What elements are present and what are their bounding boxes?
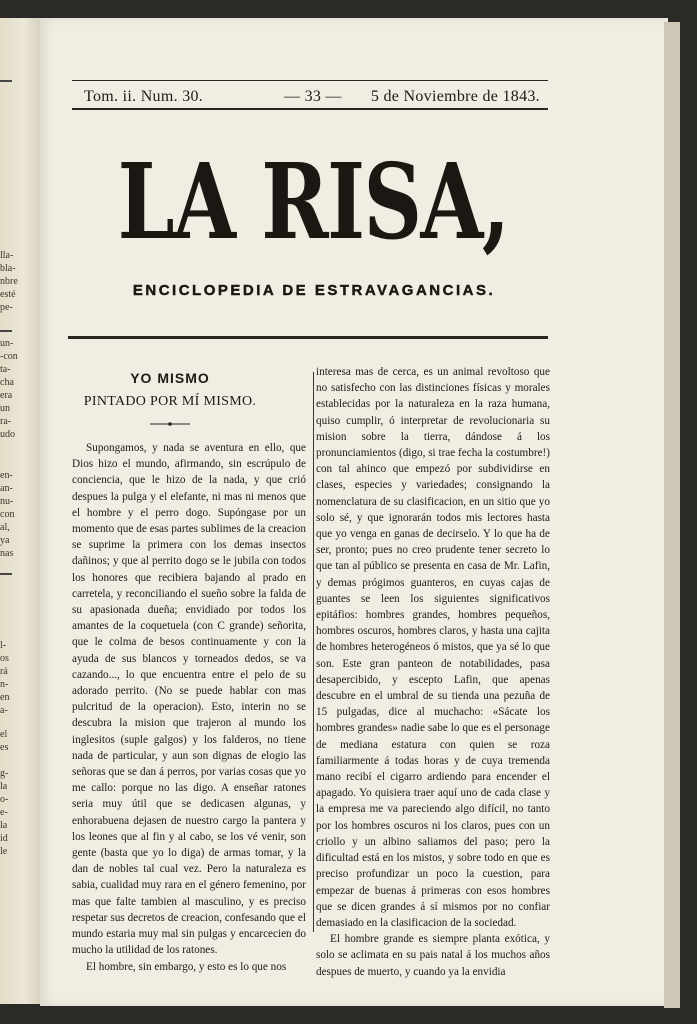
left-page-text-fragment: un xyxy=(0,403,10,414)
left-page-text-fragment: pe- xyxy=(0,302,13,313)
left-page-text-fragment: l- xyxy=(0,640,7,651)
page-header xyxy=(84,88,540,108)
masthead-title: LA RISA, xyxy=(117,140,509,263)
left-page-text-fragment: al, xyxy=(0,522,10,533)
left-page-text-fragment: ya xyxy=(0,535,10,546)
header-top-rule xyxy=(72,80,548,81)
column-divider xyxy=(313,372,314,932)
paragraph: El hombre, sin embargo, y esto es lo que nos xyxy=(86,960,287,973)
left-page-text-fragment: era xyxy=(0,390,13,401)
left-page-text-fragment: os xyxy=(0,653,9,664)
left-page-text-fragment: n- xyxy=(0,679,9,690)
left-page-text-fragment: con xyxy=(0,509,15,520)
left-page-text-fragment: un- xyxy=(0,338,14,349)
left-page-text-fragment: cha xyxy=(0,377,14,388)
left-page-text-fragment: lla- xyxy=(0,250,14,261)
volume-number: Tom. ii. Num. 30. xyxy=(84,88,204,105)
left-page-text-fragment: le xyxy=(0,846,8,857)
left-page-text-fragment: ta- xyxy=(0,364,11,375)
page-number: — 33 — xyxy=(284,88,342,105)
left-page-text-fragment: id xyxy=(0,833,8,844)
issue-date: 5 de Noviembre de 1843. xyxy=(370,88,540,105)
previous-page-edge xyxy=(0,18,40,1004)
left-page-text-fragment: g- xyxy=(0,768,9,779)
article-column-right xyxy=(316,364,550,980)
left-page-text-fragment: el xyxy=(0,729,8,740)
left-page-text-fragment: -con xyxy=(0,351,18,362)
article-title: YO MISMO xyxy=(130,370,210,386)
header-bottom-rule xyxy=(72,108,548,110)
left-page-text-fragment: an- xyxy=(0,483,13,494)
left-page-text-fragment: o- xyxy=(0,794,9,805)
left-page-text-fragment: la xyxy=(0,820,8,831)
left-page-text-fragment: esté xyxy=(0,289,16,300)
left-page-text-fragment: nu- xyxy=(0,496,14,507)
left-page-text-fragment: bla- xyxy=(0,263,16,274)
left-page-text-fragment: en- xyxy=(0,470,13,481)
paragraph: Supongamos, y nada se aventura en ello, que Dios hizo el mundo, afirmando, sin escrúpulo de conciencia, que le hizo de la nada, y que crió despues la pulga y el elefante, ni mas ni menos que el hombre y el perro dogo. Supóngase por un momento que de esas partes sublimes de la creacion se suprime la primera con los demas insectos dañinos; y que al perrito dogo se le jubila con todos los honores que recibiera bajando al prado en carretela, y reconciliando el sueño sobre la falda de su apasionada dueña; envidiado por todos los amantes de la coquetuela (con C grande) señorita, que le colma de besos continuamente y con la ayuda de sus blancos y torneados dedos, se va cazando..., lo que encuentra entre el pelo de su adorado perrito. (No se puede hablar con mas pulcritud de la operacion). Esto, interin no se descubra la mision que trajeron al mundo los inglesitos (suple galgos) y los falderos, no tiene nada de particular, y aun son dignas de elogio las señoras que se dan á perros, por varias cosas que yo me callo: porque no las digo. A enseñar ratones seria muy útil que se dedicasen algunas, y enhorabuena dejasen de nuestro cargo la pantera y los leones que al fin y al cabo, se los vé venir, son gente (basta que yo lo diga) de armas tomar, y la dan de nobles tal cual vez. Pero la naturaleza es sabia, cualidad muy rara en el género femenino, por mas que falte tambien al masculino, y es preciso respetar sus decretos de creacion, confesando que el mundo estaria muy mal sin pulgas y encarcecien do mucho la utilidad de los ratones. xyxy=(72,442,306,957)
left-page-rule xyxy=(0,330,12,332)
left-page-text-fragment: la xyxy=(0,781,8,792)
left-page-text-fragment: a- xyxy=(0,705,8,716)
left-page-text-fragment: nas xyxy=(0,548,14,559)
article-column-left xyxy=(72,440,306,975)
paragraph: El hombre grande es siempre planta exótica, y solo se aclimata en su pais natal á los muchos años despues de muerto, y cuando ya la envidia xyxy=(316,933,550,978)
left-page-text-fragment: ra- xyxy=(0,416,12,427)
left-page-text-fragment: rá xyxy=(0,666,8,677)
divider-ornament xyxy=(150,422,190,426)
left-page-rule xyxy=(0,80,12,82)
left-page-text-fragment: nbre xyxy=(0,276,18,287)
paragraph: interesa mas de cerca, es un animal revoltoso que no satisfecho con las distinciones físicas y morales establecidas por la naturaleza en la raza humana, quiso cumplir, ó interpretar de revolucionaria su mision sobre la tierra, dándose á los pronunciamientos (digo, si trae fecha la costumbre!) con tal ahinco que empezó por subdividirse en clases, especies y variedades; consignando la nomenclatura de su clasificacion, en un sitio que yo solo sé, y que ignorarán todos mis lectores hasta que yo venga en ganas de decirselo. Y lo que ha de ser, pronto; pues no creo prudente tener secreto lo que tan al público se presenta en casa de Mr. Lafin, y demas prógimos guanteros, en cuyas cajas de guantes se leen los siguientes significativos epitáfios: hombres grandes, hombres pequeños, hombres oscuros, hombres claros, y hasta una cajita de hombres heterogéneos ó mistos, que ya sé lo que son. Este gran panteon de notabilidades, pasa desapercibido, y escepto Lafin, que apenas descubre en el umbral de su tienda una pezuña de 15 pulgadas, dice al muchacho: «Sácate los hombres grandes» nadie sabe lo que es el personage de mediana estatura con quien se roza familiarmente á todas horas y de cuya tremenda mano recibí el cigarro ardiendo para encender el apagado. Yo quisiera traer aquí uno de cada clase y la empresa me va pareciendo algo difícil, no tanto por los hombres oscuros ni los claros, pues con un criollo y un albino saliamos del paso; pero la dificultad está en los mistos, y sobre todo en que es preciso profundizar un poco la cuestion, para empezar de buenas á primeras con esos hombres que se dicen grandes á sí mismos por no confiar demasiado en la clasificacion de la sociedad. xyxy=(316,366,550,929)
masthead-rule xyxy=(68,336,548,339)
left-page-rule xyxy=(0,573,12,575)
left-page-text-fragment: en xyxy=(0,692,10,703)
left-page-text-fragment: es xyxy=(0,742,9,753)
left-page-text-fragment: udo xyxy=(0,429,15,440)
left-page-text-fragment: e- xyxy=(0,807,8,818)
article-subtitle: PINTADO POR MÍ MISMO. xyxy=(83,394,257,409)
page-stack-edge xyxy=(664,22,680,1008)
masthead-subtitle: ENCICLOPEDIA DE ESTRAVAGANCIAS. xyxy=(132,282,496,299)
